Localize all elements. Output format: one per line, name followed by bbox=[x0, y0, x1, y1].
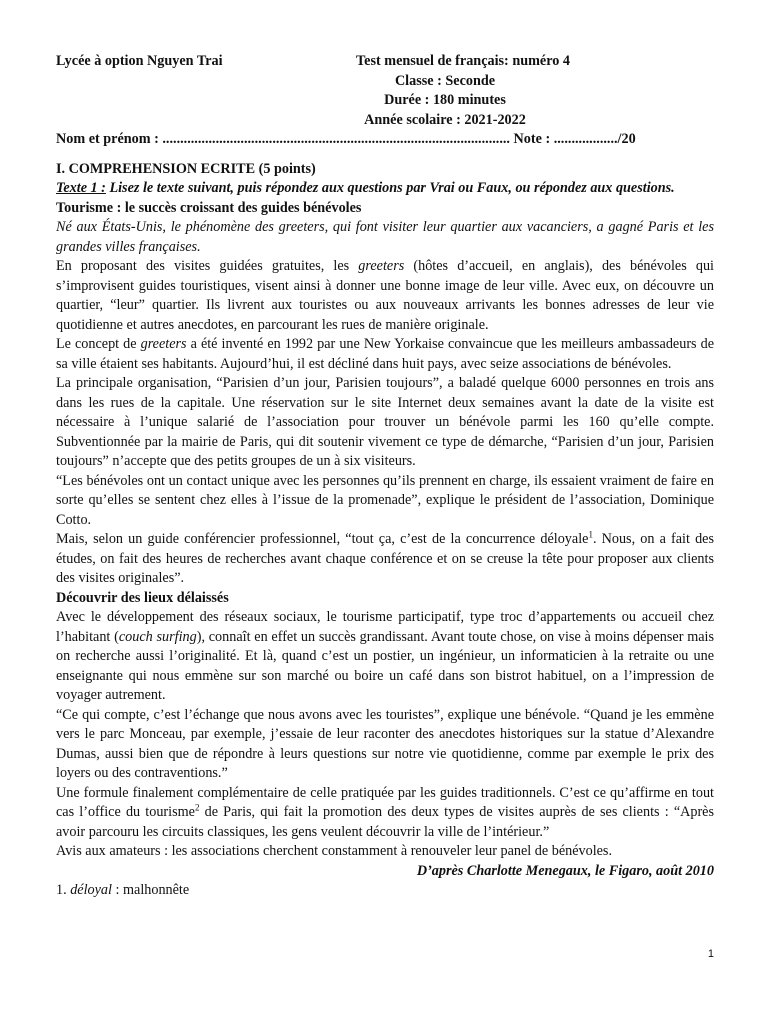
paragraph-4: “Les bénévoles ont un contact unique avec les personnes qu’ils prennent en charge, ils essaient vraiment de faire en sorte qu’elles se sentent chez elles à l’issue de la promenade”, explique le président de l’association, Dominique Cotto. bbox=[56, 472, 714, 528]
paragraph-9: Avis aux amateurs : les associations cherchent constamment à renouveler leur panel de bénévoles. bbox=[56, 843, 612, 859]
paragraph-1: En proposant des visites guidées gratuites, les greeters (hôtes d’accueil, en anglais), des bénévoles qui s’improvisent guides touristiques, visent ainsi à donner une bonne image de leur ville. Avec eux, on découvre un quartier, “leur” quartier. Ils livrent aux touristes ou aux nouveaux arrivants les bonnes adresses de leur vie quotidienne et autres anecdotes, en parcourant les rues de manière originale. bbox=[56, 258, 714, 333]
footnote-1: 1. déloyal : malhonnête bbox=[56, 882, 190, 898]
article-title: Tourisme : le succès croissant des guides bénévoles bbox=[56, 199, 362, 216]
article-source: D’après Charlotte Menegaux, le Figaro, août 2010 bbox=[416, 862, 714, 879]
header-row bbox=[56, 52, 714, 72]
instruction-text: Lisez le texte suivant, puis répondez aux questions par Vrai ou Faux, ou répondez aux questions. bbox=[105, 180, 675, 196]
name-and-note-row bbox=[56, 130, 714, 150]
paragraph-8: Une formule finalement complémentaire de celle pratiquée par les guides traditionnels. C’est ce qu’affirme en tout cas l’office du tourisme$^2$ de Paris, qui fait la promotion des deux types de visites auprès de ses clients : “Après avoir parcouru les circuits classiques, les gens veulent découvrir la ville de l’intérieur.” bbox=[56, 784, 714, 840]
instruction bbox=[56, 179, 714, 199]
texte-label: Texte 1 : bbox=[56, 180, 106, 196]
classe-line: Classe : Seconde bbox=[394, 72, 496, 89]
document-page bbox=[56, 52, 714, 901]
paragraph-7: “Ce qui compte, c’est l’échange que nous avons avec les touristes”, explique une bénévole. “Quand je les emmène vers le parc Monceau, par exemple, j’essaie de leur raconter des anecdotes historiques sur la statue d’Alexandre Dumas, aussi bien que de répondre à leurs questions sur notre vie quotidienne, comme par exemple le prix des loyers ou des contraventions.” bbox=[56, 706, 714, 781]
duree-line: Durée : 180 minutes bbox=[384, 92, 506, 108]
footnote-ref-2: 2 bbox=[194, 802, 200, 813]
name-field-label: Nom et prénom : .................................................................................................. bbox=[56, 131, 510, 147]
paragraph-6: Avec le développement des réseaux sociaux, le tourisme participatif, type troc d’appartements ou accueil chez l’habitant (couch surfing), connaît en effet un succès grandissant. Avant toute chose, on vise à moins dépenser mais on recherche aussi l’originalité. Et là, quand c’est un postier, un ingénieur, un informaticien à la retraite ou une enseignante qui nous emmène sur son marché ou boire un café dans son bistrot habituel, on a l’impression de voyager autrement. bbox=[56, 609, 714, 703]
school-name: Lycée à option Nguyen Trai bbox=[56, 53, 223, 69]
section-title: I. COMPREHENSION ECRITE (5 points) bbox=[56, 160, 316, 177]
annee-line: Année scolaire : 2021-2022 bbox=[364, 111, 526, 128]
article-subtitle: Découvrir des lieux délaissés bbox=[56, 589, 229, 606]
article-chapo: Né aux États-Unis, le phénomène des greeters, qui font visiter leur quartier aux vacanciers, a gagné Paris et les grandes villes françaises. bbox=[56, 219, 714, 255]
note-field-label: Note : ................../20 bbox=[509, 131, 636, 147]
page-number: 1 bbox=[707, 948, 714, 960]
paragraph-3: La principale organisation, “Parisien d’un jour, Parisien toujours”, a baladé quelque 6000 personnes en trois ans dans les rues de la capitale. Une réservation sur le site Internet deux semaines avant la date de la visite est nécessaire à l’unique salarié de l’association pour trouver un bénévole parmi les 160 qu’elle compte. Subventionnée par la mairie de Paris, qui dit soutenir vivement ce type de démarche, “Parisien d’un jour, Parisien toujours” n’accepte que des petits groupes de un à six visiteurs. bbox=[56, 375, 714, 469]
paragraph-2: Le concept de greeters a été inventé en 1992 par une New Yorkaise convaincue que les meilleurs ambassadeurs de sa ville étaient ses habitants. Aujourd’hui, il est décliné dans huit pays, avec seize associations de bénévoles. bbox=[56, 336, 714, 372]
test-title: Test mensuel de français: numéro 4 bbox=[356, 53, 570, 69]
footnote-ref-1: 1 bbox=[588, 529, 593, 540]
paragraph-5: Mais, selon un guide conférencier professionnel, “tout ça, c’est de la concurrence déloyale$^1$. Nous, on a fait des études, on fait des heures de recherches avant chaque conférence et on se creuse la tête pour proposer aux clients des visites originales”. bbox=[56, 529, 714, 586]
